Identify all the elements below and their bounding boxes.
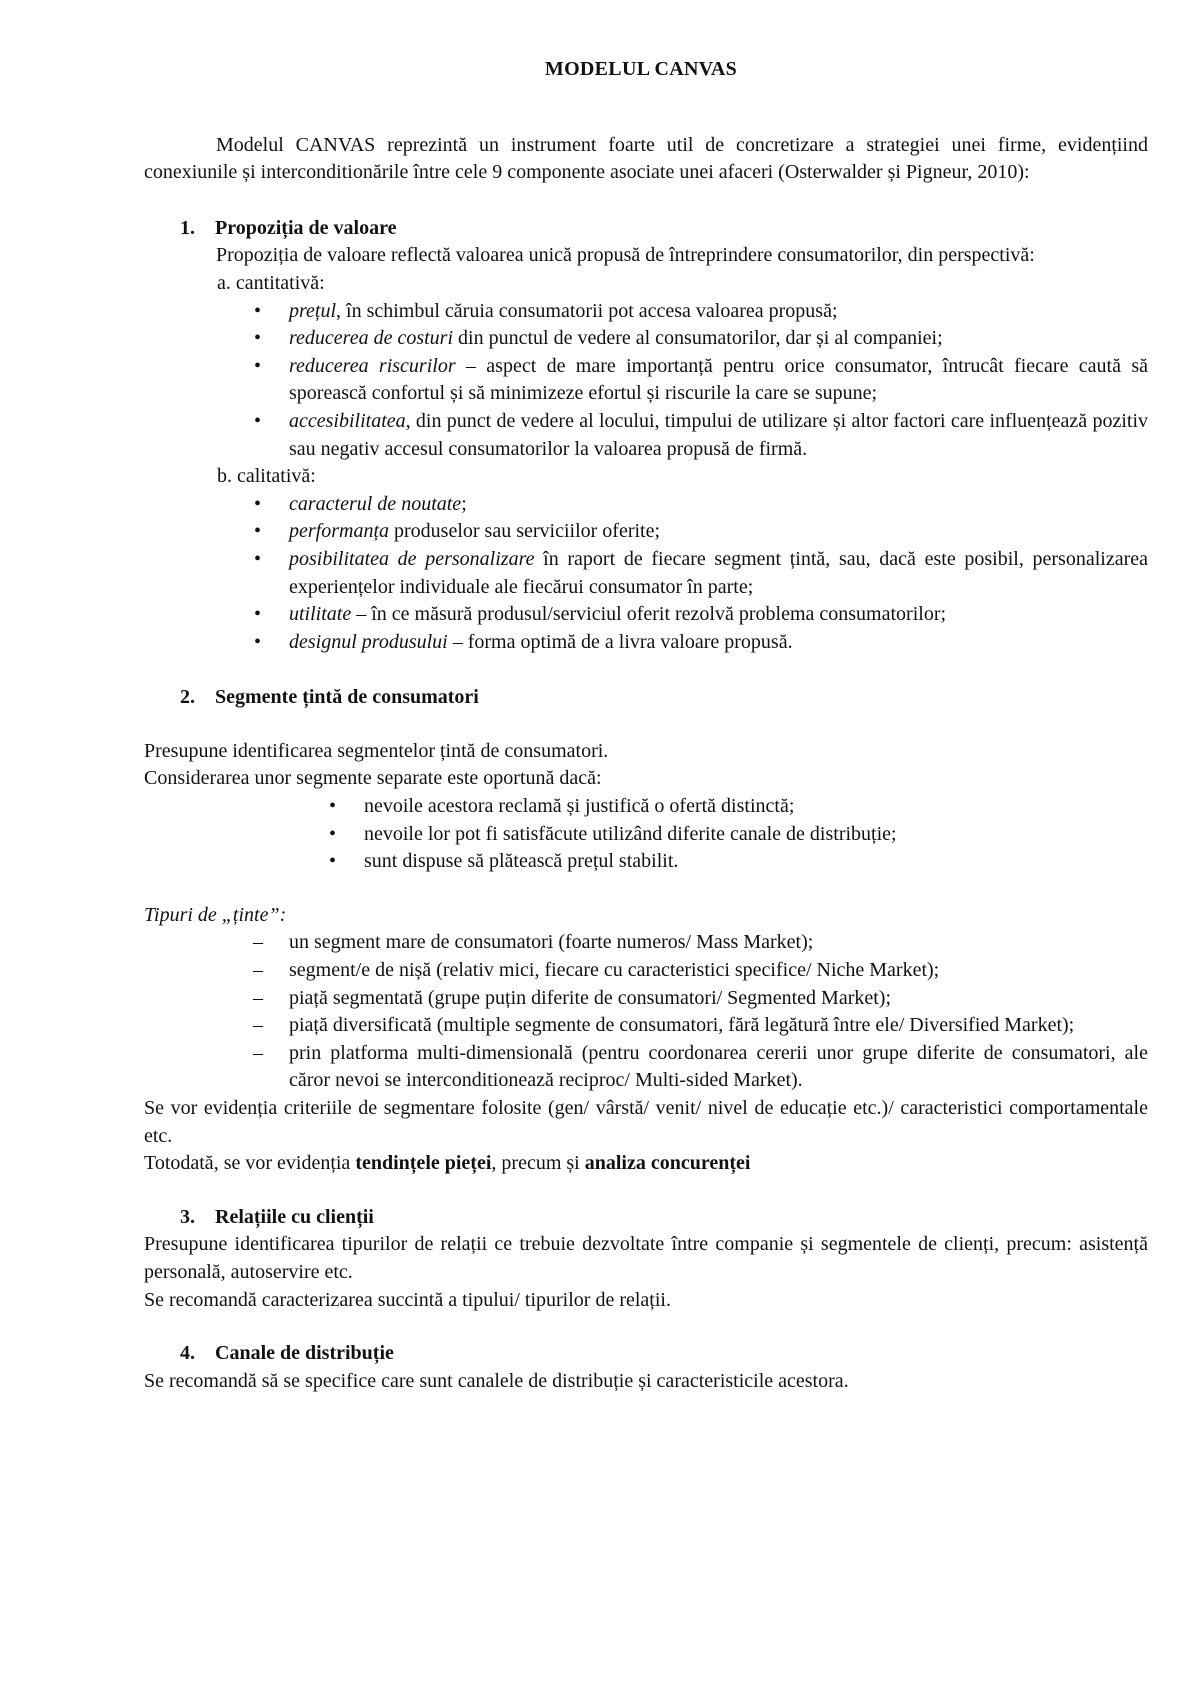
list-item — [289, 629, 1148, 657]
item-text: – forma optimă de a livra valoare propusă. — [447, 630, 793, 653]
section-3-number: 3. — [180, 1205, 195, 1228]
list-item: – piață segmentată (grupe puțin diferite de consumatori/ Segmented Market); — [289, 985, 1148, 1013]
section-3-heading — [144, 1204, 1148, 1232]
section-3-line-2: Se recomandă caracterizarea succintă a tipului/ tipurilor de relații. — [144, 1288, 671, 1311]
conditions-list — [144, 793, 1148, 876]
item-text: din punctul de vedere al consumatorilor, dar și al companiei; — [453, 327, 943, 350]
section-1-heading — [144, 215, 1148, 243]
item-text: , din punct de vedere al locului, timpului de utilizare și altor factori care influențează pozitiv sau negativ accesul consumatorilor la valoarea propusă de firmă. — [289, 409, 1148, 460]
page-title: MODELUL CANVAS — [544, 58, 738, 80]
list-item: • nevoile lor pot fi satisfăcute utilizând diferite canale de distribuție; — [364, 821, 1148, 849]
item-term: performanța — [289, 520, 389, 543]
list-item — [289, 518, 1148, 546]
competition-bold: analiza concurenței — [584, 1152, 751, 1175]
list-item — [289, 298, 1148, 326]
item-text: – aspect de mare importanță pentru orice consumator, întrucât fiecare caută să sporească confortul și să minimizeze efortul și riscurile la care se supune; — [289, 354, 1148, 405]
section-2-line-1: Presupune identificarea segmentelor țintă de consumatori. — [144, 739, 609, 762]
list-item — [289, 408, 1148, 463]
item-term: reducerea riscurilor — [289, 354, 456, 377]
segmentation-criteria: Se vor evidenția criteriile de segmentare folosite (gen/ vârstă/ venit/ nivel de educație etc.)/ caracteristici comportamentale etc. — [144, 1097, 1148, 1147]
section-2-number: 2. — [180, 686, 195, 709]
market-trends-pre: Totodată, se vor evidenția — [144, 1152, 356, 1175]
section-2-title: Segmente țintă de consumatori — [215, 686, 479, 709]
item-text: produselor sau serviciilor oferite; — [389, 520, 661, 543]
list-item: – segment/e de nișă (relativ mici, fiecare cu caracteristici specifice/ Niche Market); — [289, 957, 1148, 985]
list-item: • sunt dispuse să plătească prețul stabilit. — [364, 848, 1148, 876]
section-3-line-1: Presupune identificarea tipurilor de relații ce trebuie dezvoltate între companie și segmentele de clienți, precum: asistență personală, autoservire etc. — [144, 1233, 1148, 1283]
list-item — [289, 491, 1148, 519]
item-term: prețul — [289, 299, 337, 322]
item-term: accesibilitatea — [289, 409, 406, 432]
section-2-heading — [144, 684, 1148, 712]
item-text: în raport de fiecare segment țintă, sau, dacă este posibil, personalizarea experiențelor individuale ale fiecărui consumator în parte; — [289, 547, 1148, 598]
item-text: – în ce măsură produsul/serviciul oferit rezolvă problema consumatorilor; — [351, 603, 947, 626]
list-item — [289, 353, 1148, 408]
quantitative-label: a. cantitativă: — [217, 271, 325, 294]
list-item: • nevoile acestora reclamă și justifică o ofertă distinctă; — [364, 793, 1148, 821]
section-3-title: Relațiile cu clienții — [215, 1205, 374, 1228]
section-1-intro: Propoziția de valoare reflectă valoarea unică propusă de întreprindere consumatorilor, din perspectivă: — [216, 244, 1035, 267]
list-item — [289, 546, 1148, 601]
target-types-label — [144, 902, 1148, 930]
section-1-number: 1. — [180, 216, 195, 239]
item-term: caracterul de noutate — [289, 492, 462, 515]
item-term: posibilitatea de personalizare — [289, 547, 535, 570]
item-text: , în schimbul căruia consumatorii pot accesa valoarea propusă; — [336, 299, 838, 322]
market-trends-bold: tendințele pieței — [355, 1152, 492, 1175]
list-item: – piață diversificată (multiple segmente de consumatori, fără legătură între ele/ Diversified Market); — [289, 1012, 1148, 1040]
quantitative-list — [144, 298, 1148, 464]
item-text: ; — [461, 492, 467, 515]
target-types-label-text: Tipuri de „ținte”: — [144, 903, 287, 926]
section-4-heading — [144, 1340, 1148, 1368]
section-4-title: Canale de distribuție — [215, 1342, 394, 1365]
list-item — [289, 325, 1148, 353]
section-2-line-2: Considerarea unor segmente separate este oportună dacă: — [144, 767, 602, 790]
section-4-line-1: Se recomandă să se specifice care sunt canalele de distribuție și caracteristicile acestora. — [144, 1369, 849, 1392]
list-item: – prin platforma multi-dimensională (pentru coordonarea cererii unor grupe diferite de consumatori, ale căror nevoi se interconditionează reciproc/ Multi-sided Market). — [289, 1040, 1148, 1095]
market-trends-mid: , precum și — [491, 1152, 585, 1175]
qualitative-label: b. calitativă: — [217, 465, 316, 488]
item-term: designul produsului — [289, 630, 448, 653]
market-trends-line — [144, 1150, 1148, 1178]
list-item: – un segment mare de consumatori (foarte numeros/ Mass Market); — [289, 929, 1148, 957]
target-types-list — [144, 929, 1148, 1095]
list-item — [289, 601, 1148, 629]
item-term: reducerea de costuri — [289, 327, 454, 350]
section-4-number: 4. — [180, 1342, 195, 1365]
qualitative-list — [144, 491, 1148, 657]
section-1-title: Propoziția de valoare — [215, 216, 397, 239]
item-term: utilitate — [289, 603, 352, 626]
intro-paragraph: Modelul CANVAS reprezintă un instrument foarte util de concretizare a strategiei unei firme, evidențiind conexiunile și interconditionările între cele 9 componente asociate unei afaceri (Osterwalder și Pigneur, 2010): — [144, 133, 1148, 184]
